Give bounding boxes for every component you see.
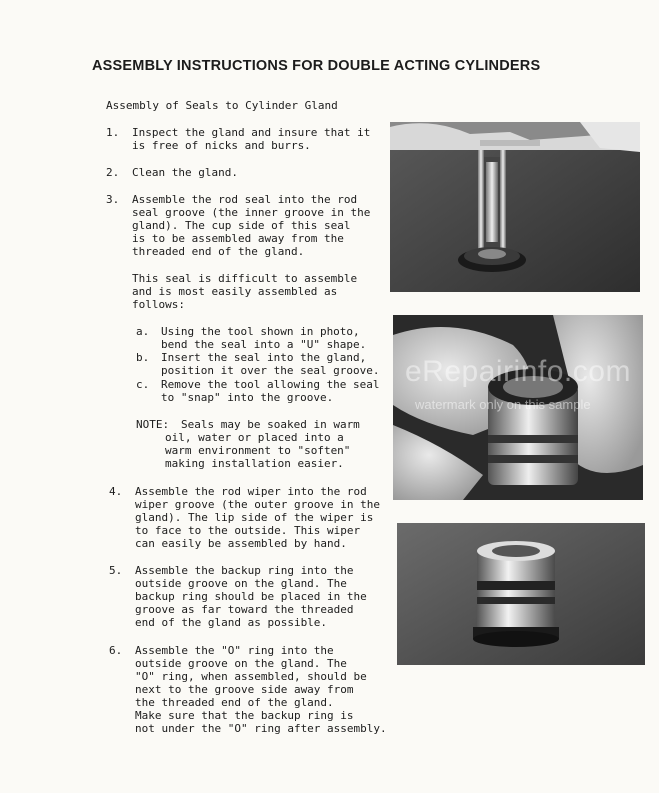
substep-label: a. [136,325,150,338]
step-number: 5. [109,564,123,577]
substep-text-line: Insert the seal into the gland, [161,351,367,364]
step-text-line: gland). The lip side of the wiper is [135,511,374,524]
substep-label: b. [136,351,150,364]
step-text-line: can easily be assembled by hand. [135,537,347,550]
step-text-line: Inspect the gland and insure that it [132,126,371,139]
step-text-line: "O" ring, when assembled, should be [135,670,367,683]
step-text-line: is to be assembled away from the [132,232,344,245]
step-text-line: is free of nicks and burrs. [132,139,311,152]
note-text-line: making installation easier. [165,457,344,470]
step-text-line: Assemble the "O" ring into the [135,644,334,657]
photo-assembled-gland [397,523,645,665]
note-text-line: oil, water or placed into a [165,431,344,444]
step-number: 3. [106,193,120,206]
step-number: 4. [109,485,123,498]
step-text-line: groove as far toward the threaded [135,603,354,616]
step-number: 6. [109,644,123,657]
step-number: 2. [106,166,120,179]
substep-label: c. [136,378,150,391]
step-text-line: to face to the outside. This wiper [135,524,361,537]
step-text-line: and is most easily assembled as [132,285,338,298]
substep-text-line: position it over the seal groove. [161,364,380,377]
step-text-line: end of the gland as possible. [135,616,328,629]
step-text-line: backup ring should be placed in the [135,590,367,603]
note-label: NOTE: [136,418,170,431]
step-text-line: Clean the gland. [132,166,238,179]
step-text-line: Assemble the backup ring into the [135,564,354,577]
step-text-line: next to the groove side away from [135,683,354,696]
note-text-line: warm environment to "soften" [165,444,351,457]
photo-seal-tool [390,122,640,292]
substep-text-line: bend the seal into a "U" shape. [161,338,367,351]
step-text-line: the threaded end of the gland. [135,696,334,709]
step-text-line: outside groove on the gland. The [135,577,347,590]
substep-text-line: Remove the tool allowing the seal [161,378,380,391]
note-text-line: Seals may be soaked in warm [181,418,360,431]
step-text-line: This seal is difficult to assemble [132,272,358,285]
watermark-text: eRepairinfo.com [405,355,631,388]
substep-text-line: Using the tool shown in photo, [161,325,360,338]
step-text-line: seal groove (the inner groove in the [132,206,371,219]
step-text-line: wiper groove (the outer groove in the [135,498,381,511]
step-text-line: Assemble the rod wiper into the rod [135,485,367,498]
step-text-line: Assemble the rod seal into the rod [132,193,358,206]
step-text-line: threaded end of the gland. [132,245,305,258]
step-text-line: Make sure that the backup ring is [135,709,354,722]
step-text-line: outside groove on the gland. The [135,657,347,670]
watermark-subtext: watermark only on this sample [415,397,591,412]
step-number: 1. [106,126,120,139]
step-text-line: gland). The cup side of this seal [132,219,351,232]
step-text-line: not under the "O" ring after assembly. [135,722,387,735]
substep-text-line: to "snap" into the groove. [161,391,334,404]
section-subtitle: Assembly of Seals to Cylinder Gland [106,99,338,112]
photo-inserting-seal [393,315,643,500]
step-text-line: follows: [132,298,185,311]
page-title: ASSEMBLY INSTRUCTIONS FOR DOUBLE ACTING CYLINDERS [92,58,541,74]
